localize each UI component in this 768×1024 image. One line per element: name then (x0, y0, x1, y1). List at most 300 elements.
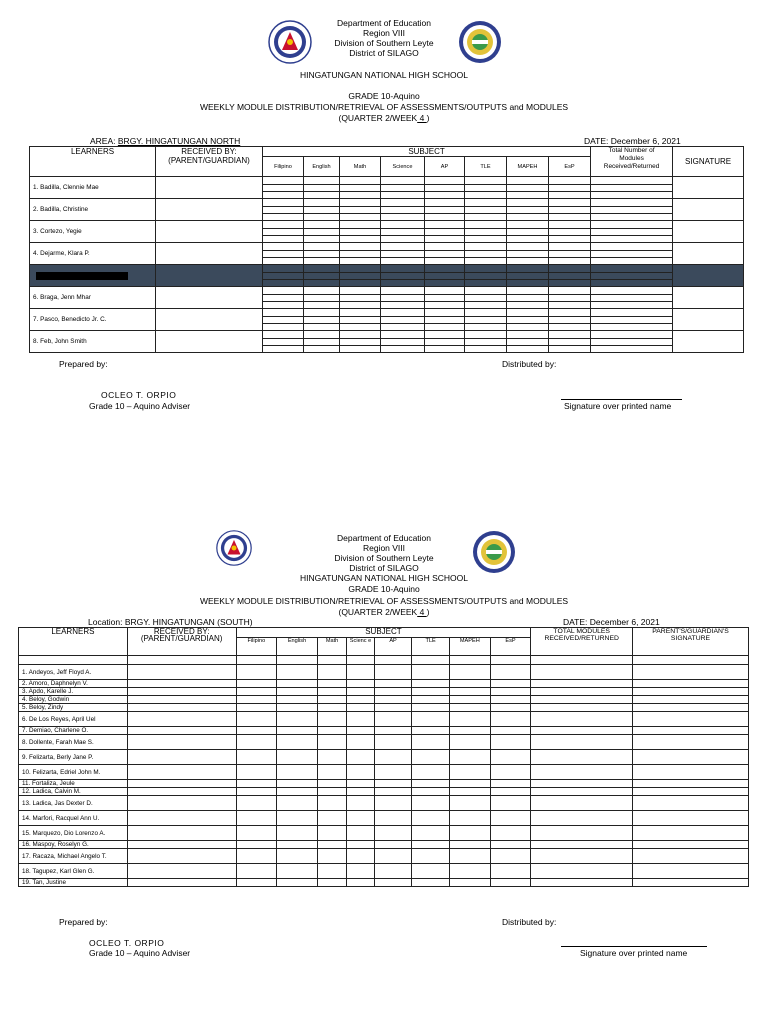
subject-cell[interactable] (347, 811, 374, 826)
subject-cell[interactable] (412, 680, 450, 688)
signature-cell[interactable] (633, 704, 749, 712)
subject-cell[interactable] (277, 712, 318, 727)
subject-cell[interactable] (374, 849, 412, 864)
subject-cell[interactable] (340, 331, 381, 339)
subject-cell[interactable] (449, 765, 490, 780)
subject-cell[interactable] (412, 750, 450, 765)
signature-cell[interactable] (633, 712, 749, 727)
signature-cell[interactable] (633, 788, 749, 796)
subject-cell[interactable] (317, 750, 346, 765)
subject-cell[interactable] (304, 265, 340, 273)
subject-cell[interactable] (304, 251, 340, 258)
signature-cell[interactable] (633, 796, 749, 811)
subject-cell[interactable] (490, 704, 531, 712)
subject-cell[interactable] (425, 243, 465, 251)
signature-cell[interactable] (633, 750, 749, 765)
subject-cell[interactable] (549, 214, 591, 221)
subject-cell[interactable] (347, 704, 374, 712)
subject-cell[interactable] (465, 192, 507, 199)
subject-cell[interactable] (277, 826, 318, 841)
subject-cell[interactable] (591, 199, 673, 207)
subject-cell[interactable] (317, 879, 346, 887)
subject-cell[interactable] (277, 765, 318, 780)
subject-cell[interactable] (465, 309, 507, 317)
signature-cell[interactable] (633, 680, 749, 688)
subject-cell[interactable] (425, 280, 465, 287)
received-by-cell[interactable] (127, 841, 236, 849)
subject-cell[interactable] (412, 826, 450, 841)
subject-cell[interactable] (507, 273, 549, 280)
subject-cell[interactable] (381, 280, 425, 287)
subject-cell[interactable] (531, 665, 633, 680)
subject-cell[interactable] (507, 185, 549, 192)
subject-cell[interactable] (591, 295, 673, 302)
subject-cell[interactable] (263, 339, 304, 346)
subject-cell[interactable] (425, 192, 465, 199)
subject-cell[interactable] (347, 826, 374, 841)
subject-cell[interactable] (412, 879, 450, 887)
subject-cell[interactable] (347, 735, 374, 750)
received-by-cell[interactable] (156, 309, 263, 331)
subject-cell[interactable] (490, 765, 531, 780)
subject-cell[interactable] (425, 302, 465, 309)
subject-cell[interactable] (277, 849, 318, 864)
subject-cell[interactable] (347, 849, 374, 864)
subject-cell[interactable] (277, 841, 318, 849)
subject-cell[interactable] (549, 339, 591, 346)
subject-cell[interactable] (549, 280, 591, 287)
subject-cell[interactable] (374, 727, 412, 735)
subject-cell[interactable] (381, 177, 425, 185)
subject-cell[interactable] (236, 765, 277, 780)
subject-cell[interactable] (340, 207, 381, 214)
subject-cell[interactable] (591, 258, 673, 265)
subject-cell[interactable] (263, 214, 304, 221)
subject-cell[interactable] (304, 324, 340, 331)
subject-cell[interactable] (317, 841, 346, 849)
subject-cell[interactable] (236, 665, 277, 680)
received-by-cell[interactable] (156, 199, 263, 221)
subject-cell[interactable] (412, 796, 450, 811)
subject-cell[interactable] (425, 295, 465, 302)
signature-cell[interactable] (633, 811, 749, 826)
subject-cell[interactable] (374, 665, 412, 680)
subject-cell[interactable] (236, 788, 277, 796)
subject-cell[interactable] (236, 712, 277, 727)
subject-cell[interactable] (304, 346, 340, 353)
signature-cell[interactable] (673, 199, 744, 221)
subject-cell[interactable] (340, 251, 381, 258)
subject-cell[interactable] (347, 780, 374, 788)
subject-cell[interactable] (263, 295, 304, 302)
subject-cell[interactable] (340, 324, 381, 331)
subject-cell[interactable] (591, 221, 673, 229)
subject-cell[interactable] (263, 236, 304, 243)
subject-cell[interactable] (507, 324, 549, 331)
subject-cell[interactable] (236, 696, 277, 704)
subject-cell[interactable] (549, 273, 591, 280)
subject-cell[interactable] (531, 765, 633, 780)
received-by-cell[interactable] (127, 680, 236, 688)
subject-cell[interactable] (507, 214, 549, 221)
subject-cell[interactable] (374, 788, 412, 796)
subject-cell[interactable] (340, 243, 381, 251)
subject-cell[interactable] (381, 295, 425, 302)
subject-cell[interactable] (277, 788, 318, 796)
subject-cell[interactable] (507, 265, 549, 273)
subject-cell[interactable] (591, 309, 673, 317)
subject-cell[interactable] (340, 214, 381, 221)
received-by-cell[interactable] (156, 177, 263, 199)
received-by-cell[interactable] (127, 704, 236, 712)
subject-cell[interactable] (490, 864, 531, 879)
subject-cell[interactable] (381, 258, 425, 265)
subject-cell[interactable] (449, 696, 490, 704)
subject-cell[interactable] (591, 331, 673, 339)
subject-cell[interactable] (317, 864, 346, 879)
signature-cell[interactable] (633, 727, 749, 735)
subject-cell[interactable] (490, 879, 531, 887)
subject-cell[interactable] (340, 287, 381, 295)
subject-cell[interactable] (425, 346, 465, 353)
subject-cell[interactable] (374, 780, 412, 788)
subject-cell[interactable] (490, 680, 531, 688)
subject-cell[interactable] (490, 841, 531, 849)
received-by-cell[interactable] (127, 864, 236, 879)
subject-cell[interactable] (425, 265, 465, 273)
subject-cell[interactable] (277, 688, 318, 696)
subject-cell[interactable] (277, 879, 318, 887)
subject-cell[interactable] (465, 339, 507, 346)
subject-cell[interactable] (531, 696, 633, 704)
subject-cell[interactable] (347, 796, 374, 811)
received-by-cell[interactable] (127, 735, 236, 750)
subject-cell[interactable] (449, 750, 490, 765)
received-by-cell[interactable] (127, 665, 236, 680)
subject-cell[interactable] (263, 287, 304, 295)
subject-cell[interactable] (381, 324, 425, 331)
subject-cell[interactable] (347, 841, 374, 849)
subject-cell[interactable] (490, 826, 531, 841)
subject-cell[interactable] (347, 696, 374, 704)
subject-cell[interactable] (591, 192, 673, 199)
subject-cell[interactable] (490, 780, 531, 788)
subject-cell[interactable] (449, 665, 490, 680)
subject-cell[interactable] (549, 346, 591, 353)
subject-cell[interactable] (490, 849, 531, 864)
subject-cell[interactable] (412, 696, 450, 704)
subject-cell[interactable] (304, 295, 340, 302)
subject-cell[interactable] (340, 273, 381, 280)
subject-cell[interactable] (381, 317, 425, 324)
subject-cell[interactable] (449, 864, 490, 879)
subject-cell[interactable] (465, 177, 507, 185)
subject-cell[interactable] (304, 185, 340, 192)
subject-cell[interactable] (507, 243, 549, 251)
subject-cell[interactable] (304, 317, 340, 324)
subject-cell[interactable] (263, 317, 304, 324)
subject-cell[interactable] (374, 704, 412, 712)
subject-cell[interactable] (449, 826, 490, 841)
signature-cell[interactable] (673, 177, 744, 199)
subject-cell[interactable] (304, 229, 340, 236)
subject-cell[interactable] (340, 302, 381, 309)
subject-cell[interactable] (591, 251, 673, 258)
subject-cell[interactable] (490, 696, 531, 704)
subject-cell[interactable] (412, 765, 450, 780)
subject-cell[interactable] (412, 688, 450, 696)
received-by-cell[interactable] (127, 750, 236, 765)
subject-cell[interactable] (425, 177, 465, 185)
subject-cell[interactable] (304, 177, 340, 185)
subject-cell[interactable] (591, 265, 673, 273)
subject-cell[interactable] (374, 879, 412, 887)
subject-cell[interactable] (412, 780, 450, 788)
subject-cell[interactable] (347, 864, 374, 879)
received-by-cell[interactable] (127, 712, 236, 727)
subject-cell[interactable] (347, 750, 374, 765)
subject-cell[interactable] (263, 207, 304, 214)
subject-cell[interactable] (591, 229, 673, 236)
subject-cell[interactable] (465, 251, 507, 258)
subject-cell[interactable] (381, 346, 425, 353)
subject-cell[interactable] (340, 258, 381, 265)
subject-cell[interactable] (465, 317, 507, 324)
subject-cell[interactable] (465, 221, 507, 229)
subject-cell[interactable] (531, 864, 633, 879)
subject-cell[interactable] (425, 317, 465, 324)
subject-cell[interactable] (381, 199, 425, 207)
subject-cell[interactable] (490, 796, 531, 811)
subject-cell[interactable] (507, 251, 549, 258)
subject-cell[interactable] (381, 236, 425, 243)
received-by-cell[interactable] (127, 826, 236, 841)
subject-cell[interactable] (507, 302, 549, 309)
subject-cell[interactable] (591, 346, 673, 353)
signature-cell[interactable] (633, 849, 749, 864)
subject-cell[interactable] (381, 331, 425, 339)
subject-cell[interactable] (317, 811, 346, 826)
subject-cell[interactable] (340, 192, 381, 199)
subject-cell[interactable] (531, 735, 633, 750)
subject-cell[interactable] (304, 331, 340, 339)
signature-cell[interactable] (633, 826, 749, 841)
subject-cell[interactable] (263, 177, 304, 185)
subject-cell[interactable] (263, 309, 304, 317)
received-by-cell[interactable] (156, 221, 263, 243)
subject-cell[interactable] (412, 864, 450, 879)
subject-cell[interactable] (340, 199, 381, 207)
subject-cell[interactable] (304, 280, 340, 287)
subject-cell[interactable] (381, 339, 425, 346)
subject-cell[interactable] (236, 796, 277, 811)
subject-cell[interactable] (412, 704, 450, 712)
subject-cell[interactable] (507, 199, 549, 207)
subject-cell[interactable] (263, 192, 304, 199)
subject-cell[interactable] (263, 280, 304, 287)
subject-cell[interactable] (549, 331, 591, 339)
subject-cell[interactable] (236, 879, 277, 887)
subject-cell[interactable] (412, 811, 450, 826)
subject-cell[interactable] (449, 680, 490, 688)
subject-cell[interactable] (263, 346, 304, 353)
received-by-cell[interactable] (156, 287, 263, 309)
subject-cell[interactable] (507, 331, 549, 339)
subject-cell[interactable] (465, 199, 507, 207)
subject-cell[interactable] (465, 280, 507, 287)
subject-cell[interactable] (236, 780, 277, 788)
subject-cell[interactable] (277, 727, 318, 735)
subject-cell[interactable] (507, 229, 549, 236)
subject-cell[interactable] (549, 302, 591, 309)
subject-cell[interactable] (507, 317, 549, 324)
subject-cell[interactable] (277, 696, 318, 704)
signature-cell[interactable] (633, 735, 749, 750)
subject-cell[interactable] (465, 243, 507, 251)
subject-cell[interactable] (304, 207, 340, 214)
subject-cell[interactable] (449, 841, 490, 849)
subject-cell[interactable] (263, 251, 304, 258)
subject-cell[interactable] (236, 704, 277, 712)
received-by-cell[interactable] (127, 811, 236, 826)
signature-cell[interactable] (633, 879, 749, 887)
subject-cell[interactable] (449, 712, 490, 727)
received-by-cell[interactable] (127, 879, 236, 887)
subject-cell[interactable] (490, 665, 531, 680)
subject-cell[interactable] (531, 826, 633, 841)
subject-cell[interactable] (374, 680, 412, 688)
subject-cell[interactable] (507, 280, 549, 287)
subject-cell[interactable] (425, 221, 465, 229)
subject-cell[interactable] (425, 199, 465, 207)
subject-cell[interactable] (465, 273, 507, 280)
signature-cell[interactable] (633, 696, 749, 704)
subject-cell[interactable] (531, 704, 633, 712)
subject-cell[interactable] (531, 849, 633, 864)
subject-cell[interactable] (449, 735, 490, 750)
subject-cell[interactable] (507, 192, 549, 199)
subject-cell[interactable] (591, 207, 673, 214)
subject-cell[interactable] (591, 273, 673, 280)
subject-cell[interactable] (412, 849, 450, 864)
subject-cell[interactable] (304, 236, 340, 243)
subject-cell[interactable] (277, 864, 318, 879)
subject-cell[interactable] (317, 780, 346, 788)
subject-cell[interactable] (490, 788, 531, 796)
subject-cell[interactable] (304, 339, 340, 346)
received-by-cell[interactable] (127, 796, 236, 811)
subject-cell[interactable] (531, 688, 633, 696)
subject-cell[interactable] (412, 665, 450, 680)
subject-cell[interactable] (549, 309, 591, 317)
subject-cell[interactable] (263, 199, 304, 207)
signature-cell[interactable] (673, 331, 744, 353)
subject-cell[interactable] (549, 221, 591, 229)
subject-cell[interactable] (340, 221, 381, 229)
subject-cell[interactable] (591, 214, 673, 221)
subject-cell[interactable] (236, 826, 277, 841)
received-by-cell[interactable] (127, 696, 236, 704)
subject-cell[interactable] (549, 317, 591, 324)
subject-cell[interactable] (347, 680, 374, 688)
signature-cell[interactable] (633, 688, 749, 696)
subject-cell[interactable] (449, 879, 490, 887)
subject-cell[interactable] (412, 841, 450, 849)
subject-cell[interactable] (347, 879, 374, 887)
subject-cell[interactable] (317, 796, 346, 811)
subject-cell[interactable] (449, 727, 490, 735)
subject-cell[interactable] (549, 185, 591, 192)
subject-cell[interactable] (465, 287, 507, 295)
subject-cell[interactable] (449, 704, 490, 712)
subject-cell[interactable] (340, 295, 381, 302)
signature-cell[interactable] (673, 221, 744, 243)
received-by-cell[interactable] (127, 688, 236, 696)
subject-cell[interactable] (263, 221, 304, 229)
subject-cell[interactable] (490, 750, 531, 765)
signature-cell[interactable] (673, 265, 744, 287)
subject-cell[interactable] (263, 324, 304, 331)
subject-cell[interactable] (507, 236, 549, 243)
subject-cell[interactable] (374, 735, 412, 750)
subject-cell[interactable] (277, 750, 318, 765)
subject-cell[interactable] (549, 295, 591, 302)
subject-cell[interactable] (465, 229, 507, 236)
subject-cell[interactable] (304, 287, 340, 295)
subject-cell[interactable] (549, 192, 591, 199)
subject-cell[interactable] (425, 236, 465, 243)
subject-cell[interactable] (263, 331, 304, 339)
subject-cell[interactable] (591, 177, 673, 185)
subject-cell[interactable] (374, 688, 412, 696)
subject-cell[interactable] (425, 324, 465, 331)
subject-cell[interactable] (236, 688, 277, 696)
subject-cell[interactable] (317, 727, 346, 735)
subject-cell[interactable] (591, 317, 673, 324)
subject-cell[interactable] (317, 735, 346, 750)
subject-cell[interactable] (263, 302, 304, 309)
subject-cell[interactable] (263, 229, 304, 236)
subject-cell[interactable] (347, 712, 374, 727)
subject-cell[interactable] (507, 339, 549, 346)
subject-cell[interactable] (304, 309, 340, 317)
subject-cell[interactable] (263, 243, 304, 251)
subject-cell[interactable] (236, 750, 277, 765)
subject-cell[interactable] (412, 788, 450, 796)
subject-cell[interactable] (591, 243, 673, 251)
subject-cell[interactable] (263, 185, 304, 192)
subject-cell[interactable] (449, 788, 490, 796)
subject-cell[interactable] (317, 765, 346, 780)
subject-cell[interactable] (340, 229, 381, 236)
subject-cell[interactable] (507, 295, 549, 302)
subject-cell[interactable] (425, 185, 465, 192)
received-by-cell[interactable] (156, 265, 263, 287)
subject-cell[interactable] (236, 849, 277, 864)
subject-cell[interactable] (304, 273, 340, 280)
subject-cell[interactable] (277, 811, 318, 826)
subject-cell[interactable] (340, 177, 381, 185)
subject-cell[interactable] (449, 849, 490, 864)
subject-cell[interactable] (340, 317, 381, 324)
subject-cell[interactable] (490, 712, 531, 727)
subject-cell[interactable] (317, 712, 346, 727)
subject-cell[interactable] (507, 346, 549, 353)
subject-cell[interactable] (347, 665, 374, 680)
subject-cell[interactable] (425, 309, 465, 317)
subject-cell[interactable] (465, 236, 507, 243)
subject-cell[interactable] (549, 258, 591, 265)
